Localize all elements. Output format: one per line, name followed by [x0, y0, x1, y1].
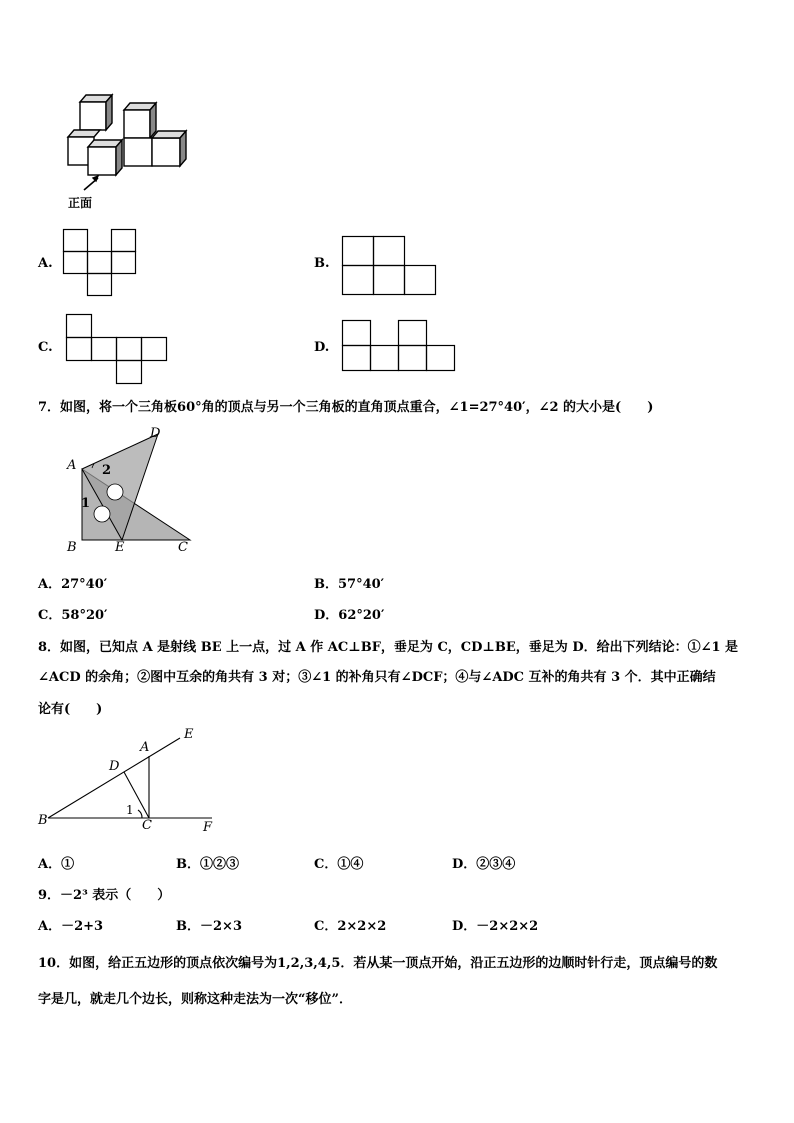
q8-option-a[interactable]: A．①	[38, 857, 75, 872]
q10-line2: 字是几，就走几个边长，则称这种走法为一次“移位”．	[38, 992, 352, 1007]
option-c-net	[66, 314, 172, 386]
q8-ray-figure	[40, 728, 220, 833]
q8-label-b: B	[38, 813, 48, 828]
q8-stem-line2: ∠ACD 的余角；②图中互余的角共有 3 对；③∠1 的补角只有∠DCF；④与∠ADC 互补的角共有 3 个．其中正确结	[38, 670, 716, 685]
q7-angle-1: 1	[81, 496, 91, 511]
q8-label-a: A	[140, 740, 150, 755]
q8-label-c: C	[142, 818, 152, 833]
option-c-label: C.	[38, 340, 53, 355]
option-d-label: D.	[314, 340, 330, 355]
q9-option-b[interactable]: B．－2×3	[176, 919, 242, 934]
q8-option-b[interactable]: B．①②③	[176, 857, 240, 872]
option-b-label: B.	[314, 256, 330, 271]
q10-line1: 10．如图，给正五边形的顶点依次编号为1,2,3,4,5．若从某一顶点开始，沿正五边形的边顺时针行走，顶点编号的数	[38, 956, 718, 971]
option-a-label: A.	[38, 256, 53, 271]
q8-label-e: E	[184, 727, 194, 742]
q7-angle-2: 2	[102, 463, 112, 478]
q8-stem-line1: 8．如图，已知点 A 是射线 BE 上一点，过 A 作 AC⊥BF，垂足为 C，CD⊥BE，垂足为 D．给出下列结论：①∠1 是	[38, 640, 739, 655]
q7-label-b: B	[67, 540, 77, 555]
q9-option-d[interactable]: D．－2×2×2	[452, 919, 539, 934]
q9-option-a[interactable]: A．－2+3	[38, 919, 104, 934]
q7-option-c[interactable]: C．58°20′	[38, 608, 108, 623]
q7-label-e: E	[115, 540, 125, 555]
q8-label-f: F	[203, 820, 213, 835]
q7-option-d[interactable]: D．62°20′	[314, 608, 385, 623]
option-d-net	[342, 320, 460, 376]
front-label: 正面	[68, 196, 93, 210]
option-b-net	[342, 236, 442, 298]
q7-label-d: D	[150, 426, 161, 441]
q8-angle-1: 1	[126, 803, 134, 817]
q9-option-c[interactable]: C．2×2×2	[314, 919, 387, 934]
q8-option-c[interactable]: C．①④	[314, 857, 364, 872]
q8-stem-line3: 论有( )	[38, 702, 103, 717]
q7-option-a[interactable]: A．27°40′	[38, 577, 108, 592]
q8-label-d: D	[109, 759, 120, 774]
q7-option-b[interactable]: B．57°40′	[314, 577, 385, 592]
q7-label-a: A	[67, 458, 77, 473]
q7-stem: 7．如图，将一个三角板60°角的顶点与另一个三角板的直角顶点重合，∠1=27°40′，∠2 的大小是( )	[38, 400, 654, 415]
q7-label-c: C	[178, 540, 188, 555]
option-a-net	[63, 229, 143, 299]
q7-triangle-figure	[60, 424, 200, 559]
q9-stem: 9．－2³ 表示（ ）	[38, 888, 171, 903]
q8-option-d[interactable]: D．②③④	[452, 857, 516, 872]
